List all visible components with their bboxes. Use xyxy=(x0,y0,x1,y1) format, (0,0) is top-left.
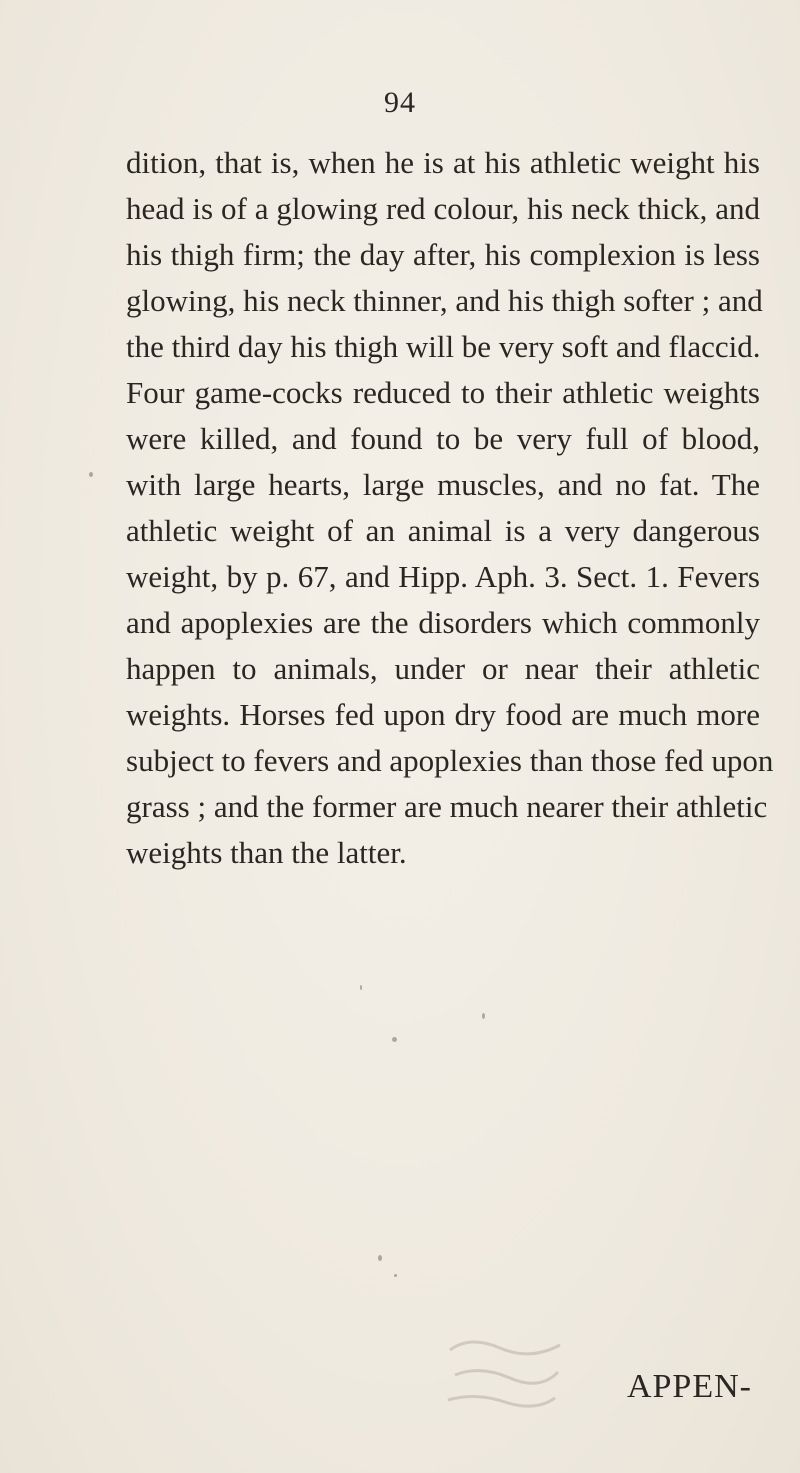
text-line: weights. Horses fed upon dry food are much more xyxy=(126,697,760,732)
page-number: 94 xyxy=(384,86,416,119)
text-line: glowing, his neck thinner, and his thigh softer ; and xyxy=(126,283,763,318)
text-line: the third day his thigh will be very soft and flaccid. xyxy=(126,329,761,364)
text-line: head is of a glowing red colour, his neck thick, and xyxy=(126,191,760,226)
catchword: APPEN- xyxy=(626,1368,752,1405)
paper-speck xyxy=(378,1255,382,1261)
text-line: with large hearts, large muscles, and no fat. The xyxy=(126,467,760,502)
text-line: grass ; and the former are much nearer their athletic xyxy=(126,789,768,824)
text-line: weight, by p. 67, and Hipp. Aph. 3. Sect. 1. Fevers xyxy=(126,559,760,594)
text-line: subject to fevers and apoplexies than those fed upon xyxy=(126,743,774,778)
paper-speck xyxy=(394,1274,397,1277)
text-line: and apoplexies are the disorders which commonly xyxy=(126,605,760,640)
text-line: Four game-cocks reduced to their athletic weights xyxy=(126,375,760,410)
text-line: his thigh firm; the day after, his complexion is less xyxy=(126,237,760,272)
text-line: happen to animals, under or near their athletic xyxy=(126,651,760,686)
ink-bleed-through xyxy=(440,1330,570,1420)
paper-speck xyxy=(360,985,362,990)
text-line: athletic weight of an animal is a very dangerous xyxy=(126,513,760,548)
text-line: were killed, and found to be very full of blood, xyxy=(126,421,760,456)
body-text xyxy=(126,140,774,876)
text-line: weights than the latter. xyxy=(126,835,407,870)
paper-speck xyxy=(89,472,93,477)
paper-speck xyxy=(482,1013,485,1019)
paper-speck xyxy=(392,1037,397,1042)
text-line: dition, that is, when he is at his athletic weight his xyxy=(126,145,760,180)
